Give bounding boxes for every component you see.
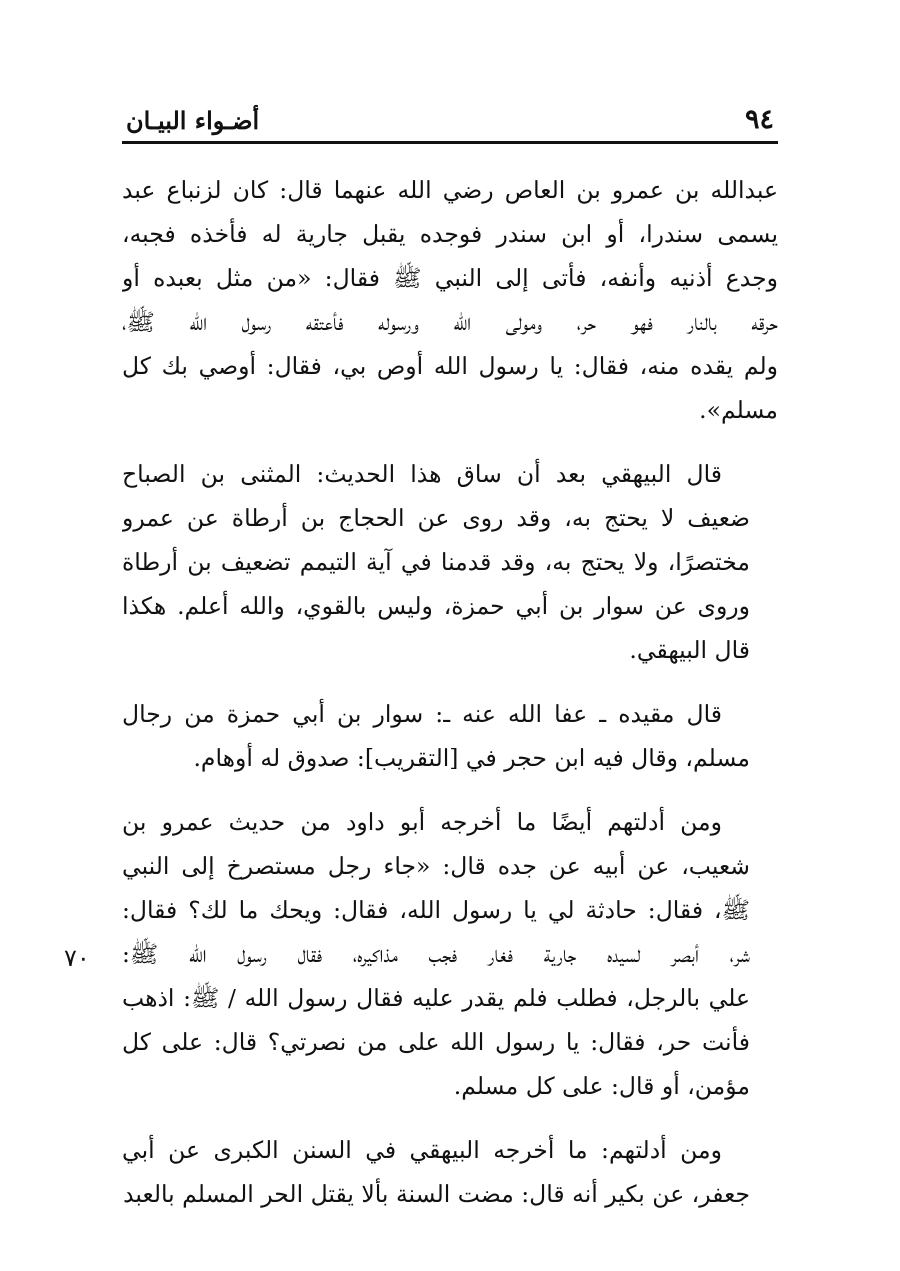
paragraph [122,168,778,432]
text-line: مختصرًا، ولا يحتج به، وقد قدمنا في آية التيمم تضعيف بن أرطاة [122,548,750,576]
text-line: ومن أدلتهم: ما أخرجه البيهقي في السنن الكبرى عن أبي [122,1136,722,1164]
text-line: ﷺ، فقال: حادثة لي يا رسول الله، فقال: ويحك ما لك؟ فقال: [122,896,750,924]
body-text [122,168,778,1236]
text-line: قال البيهقي بعد أن ساق هذا الحديث: المثنى بن الصباح [122,460,722,488]
page-number: ٩٤ [744,104,774,135]
text-line: مسلم، وقال فيه ابن حجر في [التقريب]: صدوق له أوهام. [193,744,750,772]
text-line: يسمى سندرا، أو ابن سندر فوجده يقبل جارية له فأخذه فجبه، [122,220,778,248]
text-line: وجدع أذنيه وأنفه، فأتى إلى النبي ﷺ فقال: «من مثل بعبده أو [122,264,778,292]
text-line: قال البيهقي. [629,636,750,664]
text-line: عبدالله بن عمرو بن العاص رضي الله عنهما قال: كان لزنباع عبد [122,176,778,204]
text-line: شعيب، عن أبيه عن جده قال: «جاء رجل مستصرخ إلى النبي [122,852,750,880]
text-line: وروى عن سوار بن أبي حمزة، وليس بالقوي، والله أعلم. هكذا [122,592,750,620]
text-line: مسلم». [699,396,778,424]
paragraph [122,1128,778,1216]
text-line: ضعيف لا يحتج به، وقد روى عن الحجاج بن أرطاة عن عمرو [122,504,750,532]
text-line: ومن أدلتهم أيضًا ما أخرجه أبو داود من حديث عمرو بن [122,808,722,836]
page-header [122,100,778,144]
paragraph [122,692,778,780]
text-line: ولم يقده منه، فقال: يا رسول الله أوص بي، فقال: أوصي بك كل [122,352,778,380]
text-line: مؤمن، أو قال: على كل مسلم. [453,1072,750,1100]
text-line: حرقه بالنار فهو حر، ومولى الله ورسوله فأعتقه رسول الله ﷺ، [122,308,778,336]
text-line: فأنت حر، فقال: يا رسول الله على من نصرتي؟ قال: على كل [122,1028,750,1056]
text-line: علي بالرجل، فطلب فلم يقدر عليه فقال رسول الله / ﷺ: اذهب [122,984,750,1012]
running-title: أضـواء البيـان [126,106,260,135]
paragraph [122,452,778,672]
margin-page-marker: ٧٠ [64,944,90,972]
paragraph [122,800,778,1108]
text-line: جعفر، عن بكير أنه قال: مضت السنة بألا يقتل الحر المسلم بالعبد [123,1180,750,1208]
text-line: قال مقيده ـ عفا الله عنه ـ: سوار بن أبي حمزة من رجال [122,700,722,728]
text-line: شر، أبصر لسيده جارية فغار فجب مذاكيره، فقال رسول الله ﷺ: [122,940,750,968]
